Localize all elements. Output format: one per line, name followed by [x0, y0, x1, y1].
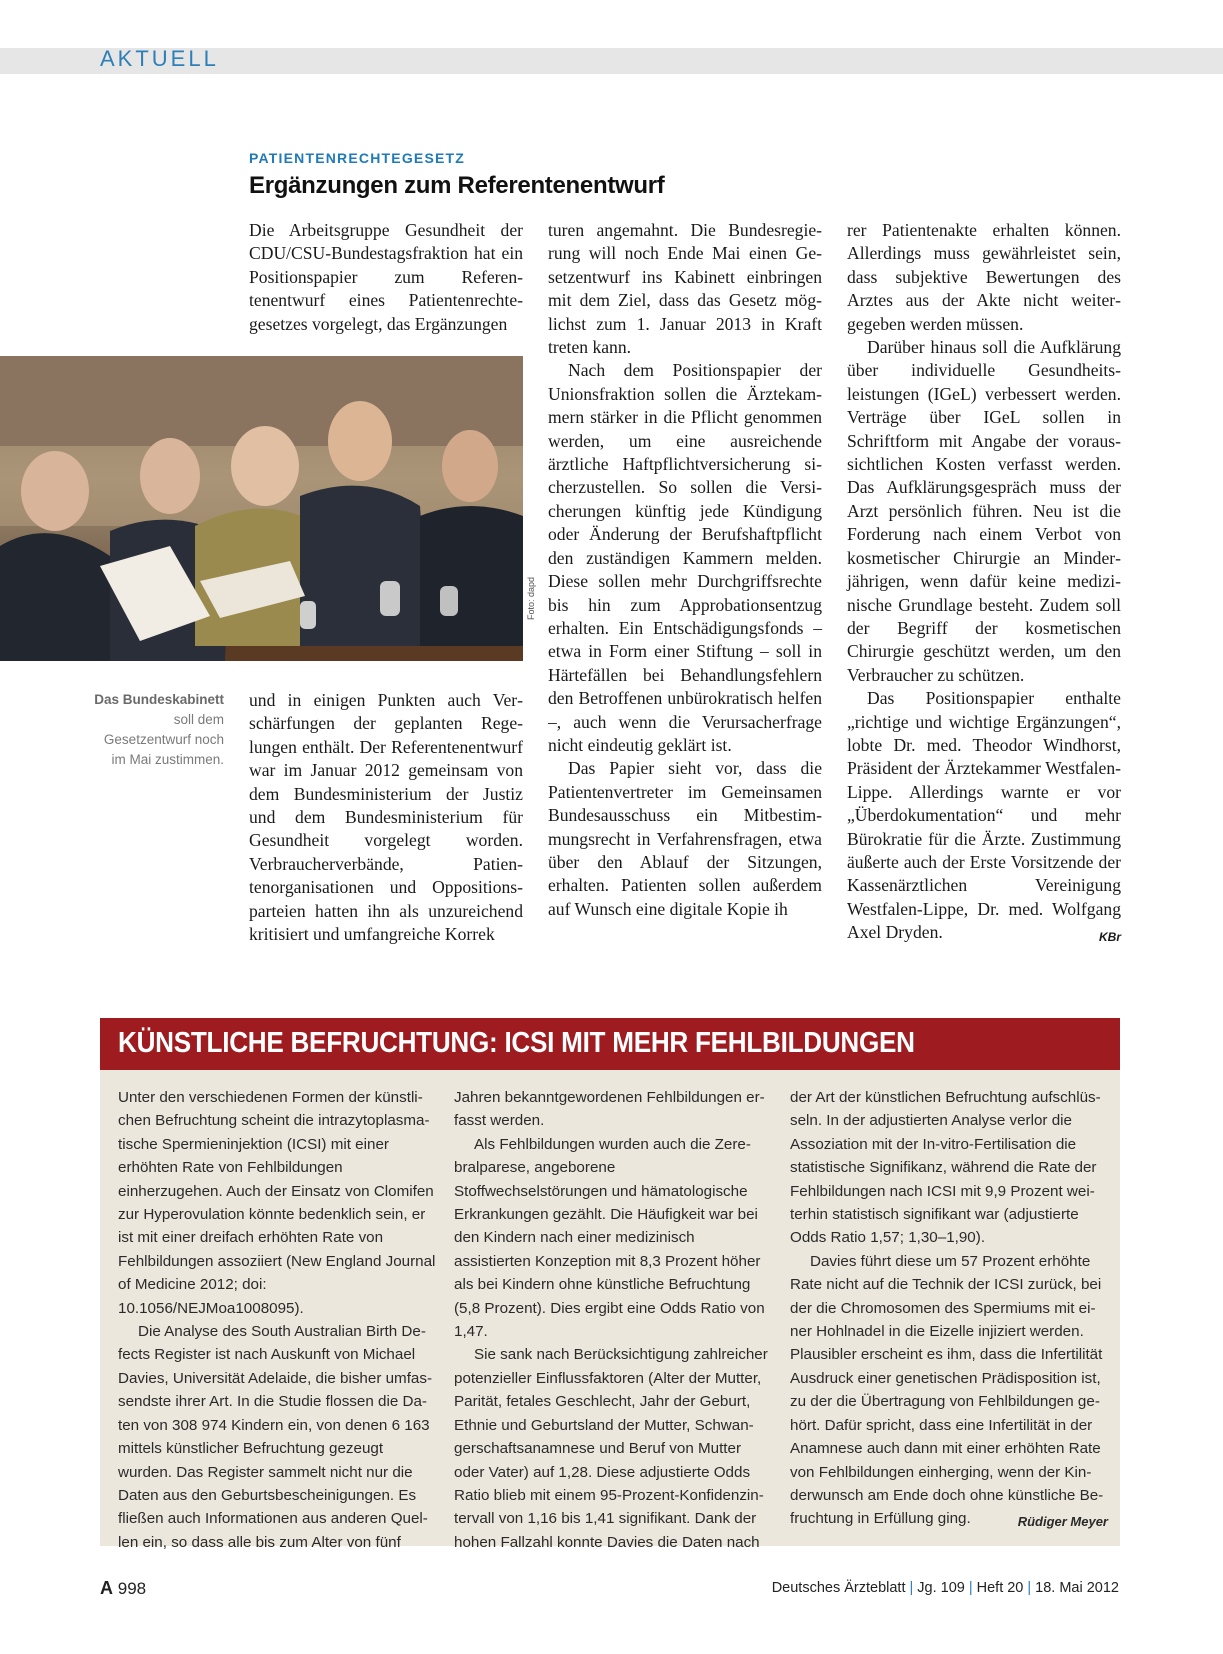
- paragraph: und in einigen Punkten auch Verschärfungen der geplanten Regelungen enthält. Der Referentenentwurf war im Januar 2012 gemeinsam von dem Bundesministerium der Justiz und dem Bundesministerium für Gesundheit vorgelegt worden. Verbraucherverbände, Patientenorganisationen und Oppositionsparteien hatten ihn als unzureichend kritisiert und umfangreiche Korrek: [249, 690, 523, 945]
- paragraph: Nach dem Positionspapier der Unionsfraktion sollen die Ärztekammern stärker in die Pflicht genommen werden, um eine ausreichende ärztliche Haftpflichtversicherung sicherzustellen. So sollen die Versicherungen künftig jede Kündigung oder Änderung der Berufshaftpflicht den zuständigen Kammern melden. Diese sollen mehr Durchgriffsrechte bis hin zum Approbationsentzug erhalten. Ein Entschädigungsfonds – etwa in Form einer Stiftung – soll in Härtefällen bei Behandlungsfehlern den Betroffenen unbürokratisch helfen –, auch wenn die Verursacherfrage nicht eindeutig geklärt ist.: [548, 360, 822, 755]
- page-number: [100, 1578, 146, 1599]
- journal-issue: Heft 20: [976, 1580, 1024, 1596]
- photo-caption: [90, 690, 224, 770]
- journal-date: 18. Mai 2012: [1035, 1580, 1119, 1596]
- section-label: AKTUELL: [100, 46, 219, 71]
- separator: |: [909, 1580, 914, 1596]
- paragraph: Unter den verschiedenen Formen der künstlichen Befruchtung scheint die intrazytoplasmatische Spermieninjektion (ICSI) mit einer erhöhten Rate von Fehlbildungen einherzugehen. Auch der Einsatz von Clomifen zur Hyperovulation könnte bedenklich sein, er ist mit einer dreifach erhöhten Rate von Fehlbildungen assoziiert (New England Journal of Medicine 2012; doi: 10.1056/NEJMoa1008095).: [118, 1089, 436, 1317]
- paragraph: Die Arbeitsgruppe Gesundheit der CDU/CSU-Bundestagsfraktion hat ein Positionspapier zum Referentenentwurf eines Patientenrechtegesetzes vorgelegt, das Ergänzungen: [249, 220, 523, 334]
- journal-info: [772, 1580, 1119, 1596]
- paragraph: Die Analyse des South Australian Birth Defects Register ist nach Auskunft von Michael Davies, Universität Adelaide, die bisher umfassendste ihrer Art. In die Studie flossen die Daten von 308 974 Kindern ein, von denen 6 163 mittels künstlicher Befruchtung gezeugt wurden. Das Register sammelt nicht nur die Daten aus den Geburtsbescheinigungen. Es fließen auch Informationen aus anderen Quellen ein, so dass alle bis zum Alter von fünf: [118, 1323, 433, 1551]
- caption-text: soll dem Gesetzentwurf noch im Mai zustimmen.: [103, 712, 224, 767]
- article-kicker: PATIENTENRECHTEGESETZ: [249, 150, 466, 166]
- box-column-3: [790, 1086, 1108, 1534]
- page-letter: A: [100, 1578, 113, 1598]
- paragraph: [847, 687, 1121, 944]
- cabinet-photo-illustration: [0, 356, 523, 661]
- paragraph: Als Fehlbildungen wurden auch die Zerebralparese, angeborene Stoffwechselstörungen und hämatologische Erkrankungen gezählt. Die Häufigkeit war bei den Kindern nach einer medizinisch assistierten Konzeption mit 8,3 Prozent höher als bei Kindern ohne künstliche Befruchtung (5,8 Prozent). Dies ergibt eine Odds Ratio von 1,47.: [454, 1135, 765, 1341]
- paragraph: der Art der künstlichen Befruchtung aufschlüsseln. In der adjustierten Analyse verlor die Assoziation mit der In-vitro-Fertilisation die statistische Signifikanz, während die Rate der Fehlbildungen nach ICSI mit 9,9 Prozent weiterhin statistisch signifikant war (adjustierte Odds Ratio 1,57; 1,30–1,90).: [790, 1089, 1101, 1247]
- paragraph: Darüber hinaus soll die Aufklärung über individuelle Gesundheitsleistungen (IGeL) verbessert werden. Verträge über IGeL sollen in Schriftform mit Angabe der voraussichtlichen Kosten verfasst werden. Das Aufklärungsgespräch muss der Arzt persönlich führen. Neu ist die Forderung nach einem Verbot von kosmetischer Chirurgie an Minderjährigen, wenn dafür keine medizinische Grundlage besteht. Zudem soll der Begriff der kosmetischen Chirurgie geschützt werden, um den Verbraucher zu schützen.: [847, 337, 1121, 685]
- article-column-1-bottom: [249, 689, 523, 946]
- box-title: KÜNSTLICHE BEFRUCHTUNG: ICSI MIT MEHR FEHLBILDUNGEN: [118, 1027, 915, 1059]
- paragraph-text: Das Positionspapier enthalte „richtige und wichtige Ergänzungen“, lobte Dr. med. Theodor Windhorst, Präsident der Ärztekammer Westfalen-Lippe. Allerdings warnte er vor „Überdokumentation“ und mehr Bürokratie für die Ärzte. Zustimmung äußerte auch der Erste Vorsitzende der Kassenärztlichen Vereinigung Westfalen-Lippe, Dr. med. Wolfgang Axel Dryden.: [847, 688, 1121, 943]
- cabinet-photo: [0, 356, 523, 661]
- journal-volume: Jg. 109: [917, 1580, 965, 1596]
- article-column-1-top: [249, 219, 523, 336]
- article-column-3: [847, 219, 1121, 950]
- article-title: Ergänzungen zum Referentenentwurf: [249, 172, 665, 199]
- journal-name: Deutsches Ärzteblatt: [771, 1580, 906, 1596]
- box-column-1: [118, 1086, 436, 1554]
- box-column-2: [454, 1086, 772, 1554]
- paragraph: Das Papier sieht vor, dass die Patientenvertreter im Gemeinsamen Bundesausschuss ein Mitbestimmungsrecht in Verfahrensfragen, etwa über den Ablauf der Sitzungen, erhalten. Patienten sollen außerdem auf Wunsch eine digitale Kopie ih: [548, 758, 822, 919]
- photo-credit: Foto: dapd: [526, 576, 536, 620]
- paragraph: rer Patientenakte erhalten können. Allerdings muss gewährleistet sein, dass subjektive Bewertungen des Arztes aus der Akte nicht weitergegeben werden müssen.: [847, 220, 1121, 334]
- paragraph: turen angemahnt. Die Bundesregierung will noch Ende Mai einen Gesetzentwurf ins Kabinett einbringen mit dem Ziel, dass das Gesetz möglichst zum 1. Januar 2013 in Kraft treten kann.: [548, 220, 822, 358]
- paragraph-text: Davies führt diese um 57 Prozent erhöhte Rate nicht auf die Technik der ICSI zurück, bei der die Chromosomen des Spermiums mit einer Hohlnadel in die Eizelle injiziert werden. Plausibler erscheint es ihm, dass die Infertilität Ausdruck einer genetischen Prädisposition ist, zu der die Übertragung von Fehlbildungen gehört. Dafür spricht, dass eine Infertilität in der Anamnese auch dann mit einer erhöhten Rate von Fehlbildungen einherging, wenn der Kinderwunsch am Ende doch ohne künstliche Befruchtung in Erfüllung ging.: [790, 1252, 1104, 1528]
- box-author: Rüdiger Meyer: [1017, 1514, 1108, 1530]
- page-number-value: 998: [117, 1579, 147, 1598]
- paragraph: [790, 1250, 1108, 1531]
- article-column-2: [548, 219, 822, 921]
- separator: |: [1027, 1580, 1032, 1596]
- article-author: KBr: [1098, 930, 1121, 945]
- paragraph: Sie sank nach Berücksichtigung zahlreicher potenzieller Einflussfaktoren (Alter der Mutter, Parität, fetales Geschlecht, Jahr der Geburt, Ethnie und Geburtsland der Mutter, Schwangerschaftsanamnese und Beruf von Mutter oder Vater) auf 1,28. Diese adjustierte Odds Ratio blieb mit einem 95-Prozent-Konfidenzintervall von 1,16 bis 1,41 signifikant. Dank der hohen Fallzahl konnte Davies die Daten nach: [454, 1346, 768, 1551]
- caption-bold: Das Bundeskabinett: [94, 692, 224, 707]
- paragraph: Jahren bekanntgewordenen Fehlbildungen erfasst werden.: [454, 1089, 765, 1130]
- separator: |: [968, 1580, 973, 1596]
